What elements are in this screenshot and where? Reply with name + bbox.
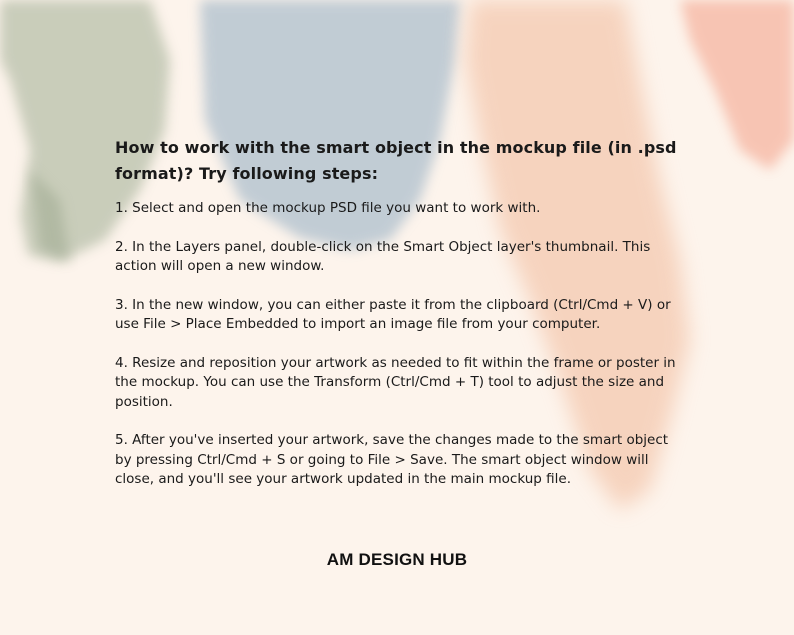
step-2: 2. In the Layers panel, double-click on the Smart Object layer's thumbnail. This action will open a new window. xyxy=(115,238,651,274)
brand-footer: AM DESIGN HUB xyxy=(326,550,468,569)
step-5: 5. After you've inserted your artwork, save the changes made to the smart object by pressing Ctrl/Cmd + S or going to File > Save. The smart object window will close, and you'll see your artwork updated in the main mockup file. xyxy=(115,432,669,487)
pink-brush-stroke xyxy=(680,0,794,170)
instructions-heading: How to work with the smart object in the mockup file (in .psd format)? Try following steps: xyxy=(115,138,677,183)
step-4: 4. Resize and reposition your artwork as needed to fit within the frame or poster in the mockup. You can use the Transform (Ctrl/Cmd + T) tool to adjust the size and position. xyxy=(115,354,676,410)
step-3: 3. In the new window, you can either paste it from the clipboard (Ctrl/Cmd + V) or use File > Place Embedded to import an image file from your computer. xyxy=(115,296,671,332)
step-1: 1. Select and open the mockup PSD file you want to work with. xyxy=(115,200,541,216)
instructions-panel xyxy=(115,135,685,509)
